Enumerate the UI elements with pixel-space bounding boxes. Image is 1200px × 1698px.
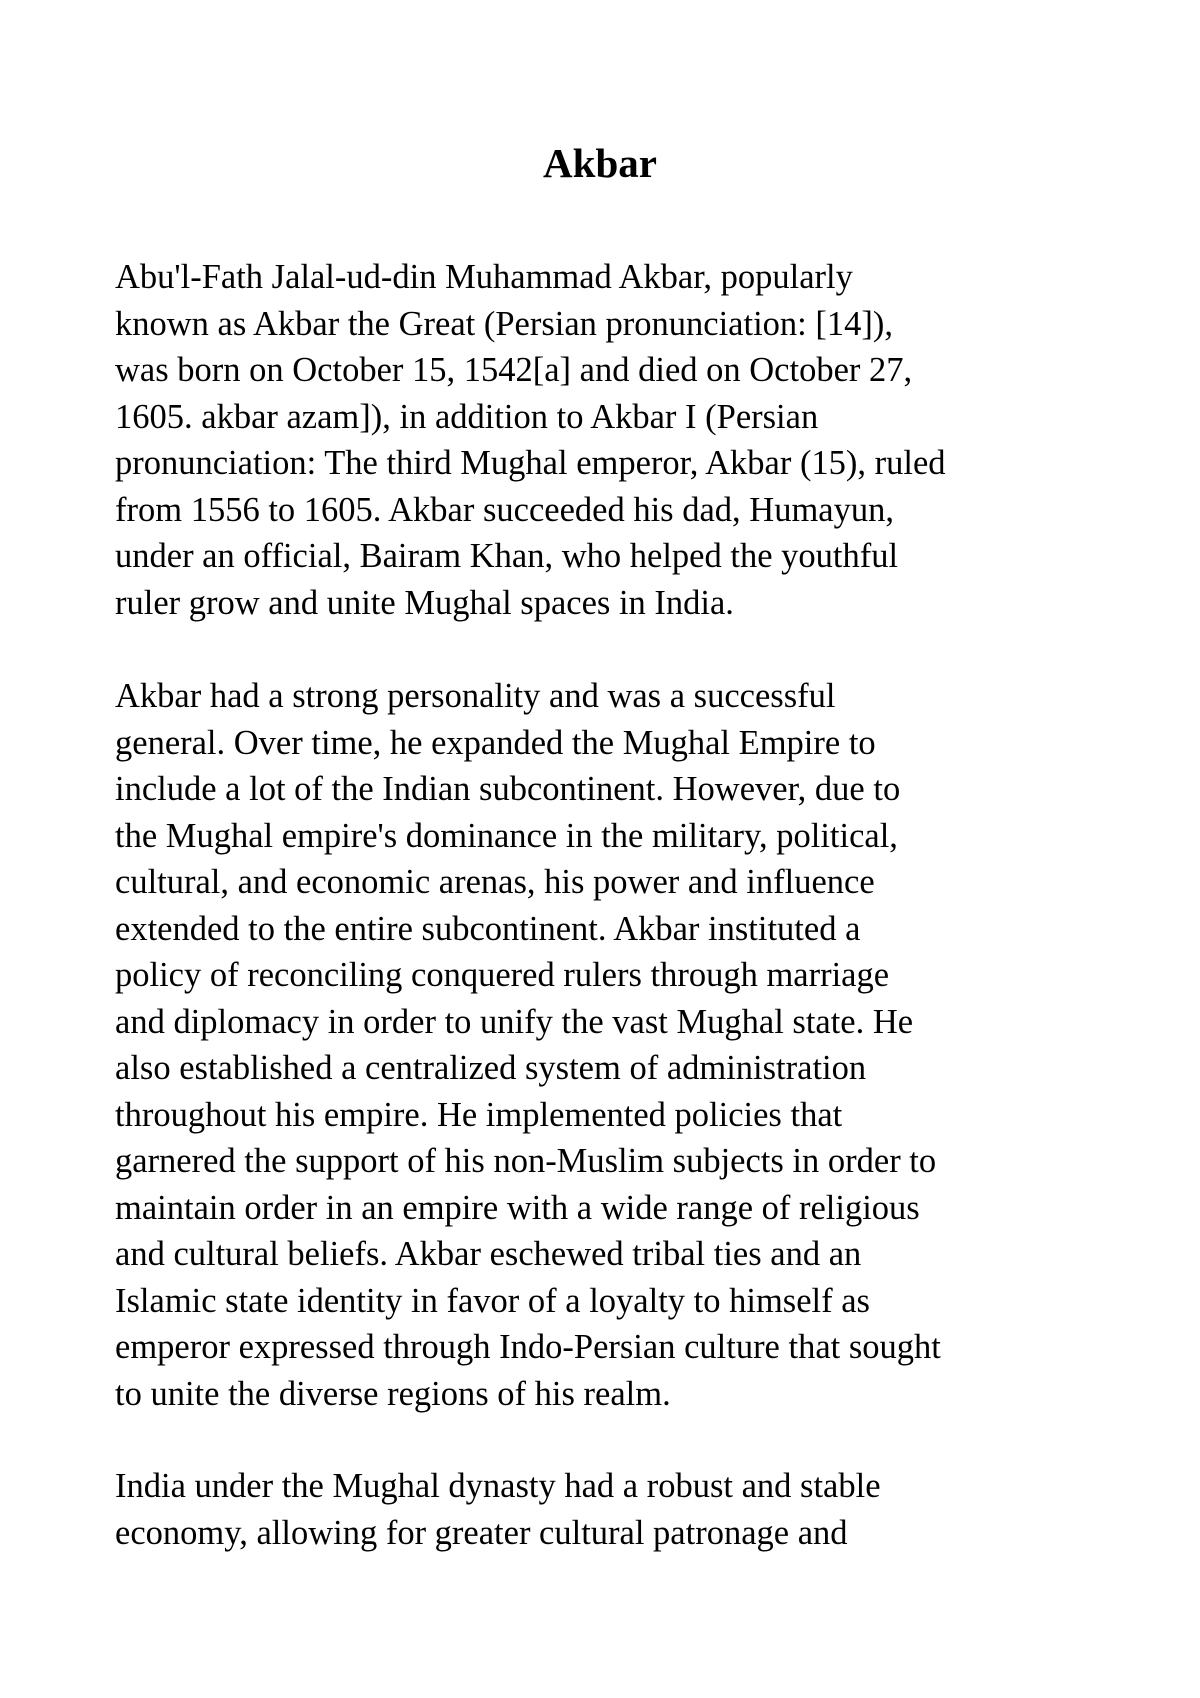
text-line: policy of reconciling conquered rulers through marriage — [115, 956, 890, 994]
text-line: garnered the support of his non-Muslim subjects in order to — [115, 1142, 937, 1180]
text-line: and cultural beliefs. Akbar eschewed tribal ties and an — [115, 1235, 862, 1273]
text-line: emperor expressed through Indo-Persian culture that sought — [115, 1328, 941, 1366]
text-line: cultural, and economic arenas, his power and influence — [115, 863, 875, 901]
text-line: Akbar had a strong personality and was a successful — [115, 677, 836, 715]
text-line: extended to the entire subcontinent. Akbar instituted a — [115, 909, 861, 948]
text-line: under an official, Bairam Khan, who helped the youthful — [115, 537, 899, 575]
paragraph-economy — [115, 1463, 1125, 1556]
document-title: Akbar — [543, 140, 657, 186]
text-line: known as Akbar the Great (Persian pronunciation: [14]), — [115, 304, 893, 343]
text-line: maintain order in an empire with a wide range of religious — [115, 1188, 920, 1227]
text-line: Islamic state identity in favor of a loyalty to himself as — [115, 1281, 870, 1320]
text-line: also established a centralized system of administration — [115, 1049, 867, 1087]
text-line: was born on October 15, 1542[a] and died on October 27, — [115, 351, 913, 389]
text-line: ruler grow and unite Mughal spaces in India. — [115, 583, 734, 622]
text-line: Abu'l-Fath Jalal-ud-din Muhammad Akbar, popularly — [115, 258, 853, 296]
paragraph-personality — [115, 673, 1125, 1417]
text-line: throughout his empire. He implemented policies that — [115, 1095, 843, 1134]
text-line: 1605. akbar azam]), in addition to Akbar I (Persian — [115, 397, 819, 436]
text-line: and diplomacy in order to unify the vast Mughal state. He — [115, 1002, 914, 1041]
text-line: the Mughal empire's dominance in the military, political, — [115, 816, 898, 855]
text-line: pronunciation: The third Mughal emperor, Akbar (15), ruled — [115, 444, 946, 482]
text-line: general. Over time, he expanded the Mughal Empire to — [115, 723, 876, 762]
paragraph-intro — [115, 254, 1125, 626]
text-line: India under the Mughal dynasty had a robust and stable — [115, 1467, 881, 1505]
text-line: from 1556 to 1605. Akbar succeeded his dad, Humayun, — [115, 490, 894, 529]
text-line: economy, allowing for greater cultural patronage and — [115, 1513, 848, 1552]
text-line: to unite the diverse regions of his realm. — [115, 1374, 671, 1413]
text-line: include a lot of the Indian subcontinent. However, due to — [115, 770, 901, 808]
